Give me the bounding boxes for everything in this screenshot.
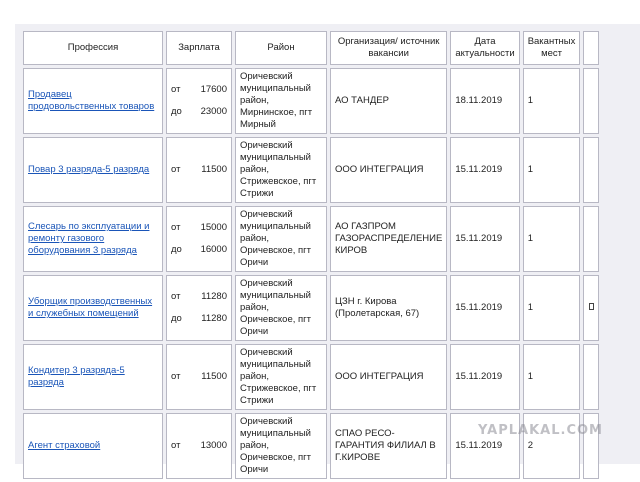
- district-cell: Оричевский муниципальный район, Оричевское, пгт Оричи: [235, 275, 327, 341]
- org-cell: АО ГАЗПРОМ ГАЗОРАСПРЕДЕЛЕНИЕ КИРОВ: [330, 206, 447, 272]
- district-cell: Оричевский муниципальный район, Оричевское, пгт Оричи: [235, 206, 327, 272]
- salary-cell: [166, 206, 232, 272]
- district-cell: Оричевский муниципальный район, Оричевское, пгт Оричи: [235, 413, 327, 479]
- header-district: Район: [235, 31, 327, 65]
- date-cell: 15.11.2019: [450, 206, 519, 272]
- salary-to: 23000: [200, 106, 227, 117]
- district-cell: Оричевский муниципальный район, Стрижевское, пгт Стрижи: [235, 137, 327, 203]
- extra-cell: [583, 344, 599, 410]
- district-cell: Оричевский муниципальный район, Стрижевское, пгт Стрижи: [235, 344, 327, 410]
- salary-from-label: от: [171, 164, 181, 175]
- header-profession: Профессия: [23, 31, 163, 65]
- date-cell: 15.11.2019: [450, 413, 519, 479]
- profession-cell: [23, 206, 163, 272]
- site-watermark: YAPLAKAL.COM: [478, 423, 603, 438]
- vacancies-cell: 1: [523, 68, 581, 134]
- org-cell: ООО ИНТЕГРАЦИЯ: [330, 137, 447, 203]
- salary-from: 17600: [200, 84, 227, 95]
- vacancies-cell: 1: [523, 275, 581, 341]
- table-row: [23, 206, 599, 272]
- vacancies-cell: 1: [523, 344, 581, 410]
- salary-to: 11280: [201, 313, 227, 324]
- salary-from-label: от: [171, 440, 181, 451]
- extra-cell: [583, 137, 599, 203]
- extra-cell: [583, 275, 599, 341]
- profession-link[interactable]: Кондитер 3 разряда-5 разряда: [28, 365, 125, 388]
- salary-to: 16000: [200, 244, 227, 255]
- salary-to-label: до: [171, 313, 182, 324]
- org-cell: ООО ИНТЕГРАЦИЯ: [330, 344, 447, 410]
- salary-cell: [166, 275, 232, 341]
- date-cell: 18.11.2019: [450, 68, 519, 134]
- extra-cell: [583, 206, 599, 272]
- profession-cell: [23, 68, 163, 134]
- header-date: Дата актуальности: [450, 31, 519, 65]
- table-row: [23, 137, 599, 203]
- profession-link[interactable]: Слесарь по эксплуатации и ремонту газового оборудования 3 разряда: [28, 221, 150, 256]
- profession-cell: [23, 344, 163, 410]
- date-cell: 15.11.2019: [450, 344, 519, 410]
- header-extra: [583, 31, 599, 65]
- vacancy-table: [20, 28, 602, 482]
- document-icon[interactable]: [589, 303, 594, 310]
- salary-to-label: до: [171, 106, 182, 117]
- salary-cell: [166, 413, 232, 479]
- salary-from: 13000: [200, 440, 227, 451]
- salary-cell: [166, 68, 232, 134]
- profession-link[interactable]: Уборщик производственных и служебных помещений: [28, 296, 153, 319]
- org-cell: СПАО РЕСО-ГАРАНТИЯ ФИЛИАЛ В Г.КИРОВЕ: [330, 413, 447, 479]
- profession-cell: [23, 413, 163, 479]
- header-row: [23, 31, 599, 65]
- vacancies-cell: 1: [523, 206, 581, 272]
- vacancies-cell: 1: [523, 137, 581, 203]
- salary-from-label: от: [171, 222, 181, 233]
- profession-link[interactable]: Продавец продовольственных товаров: [28, 89, 155, 112]
- district-cell: Оричевский муниципальный район, Мирнинское, пгт Мирный: [235, 68, 327, 134]
- profession-link[interactable]: Агент страховой: [28, 440, 101, 451]
- date-cell: 15.11.2019: [450, 137, 519, 203]
- profession-link[interactable]: Повар 3 разряда-5 разряда: [28, 164, 150, 175]
- salary-from-label: от: [171, 291, 181, 302]
- date-cell: 15.11.2019: [450, 275, 519, 341]
- header-org: Организация/ источник вакансии: [330, 31, 447, 65]
- org-cell: АО ТАНДЕР: [330, 68, 447, 134]
- salary-from: 11500: [201, 164, 227, 175]
- header-vacancies: Вакантных мест: [523, 31, 581, 65]
- table-row: [23, 275, 599, 341]
- salary-to-label: до: [171, 244, 182, 255]
- org-cell: ЦЗН г. Кирова (Пролетарская, 67): [330, 275, 447, 341]
- salary-from: 11280: [201, 291, 227, 302]
- salary-from: 15000: [200, 222, 227, 233]
- salary-from: 11500: [201, 371, 227, 382]
- table-row: [23, 344, 599, 410]
- salary-from-label: от: [171, 371, 181, 382]
- table-row: [23, 68, 599, 134]
- salary-cell: [166, 137, 232, 203]
- vacancies-cell: 2: [523, 413, 581, 479]
- profession-cell: [23, 137, 163, 203]
- salary-cell: [166, 344, 232, 410]
- extra-cell: [583, 68, 599, 134]
- header-salary: Зарплата: [166, 31, 232, 65]
- profession-cell: [23, 275, 163, 341]
- salary-from-label: от: [171, 84, 181, 95]
